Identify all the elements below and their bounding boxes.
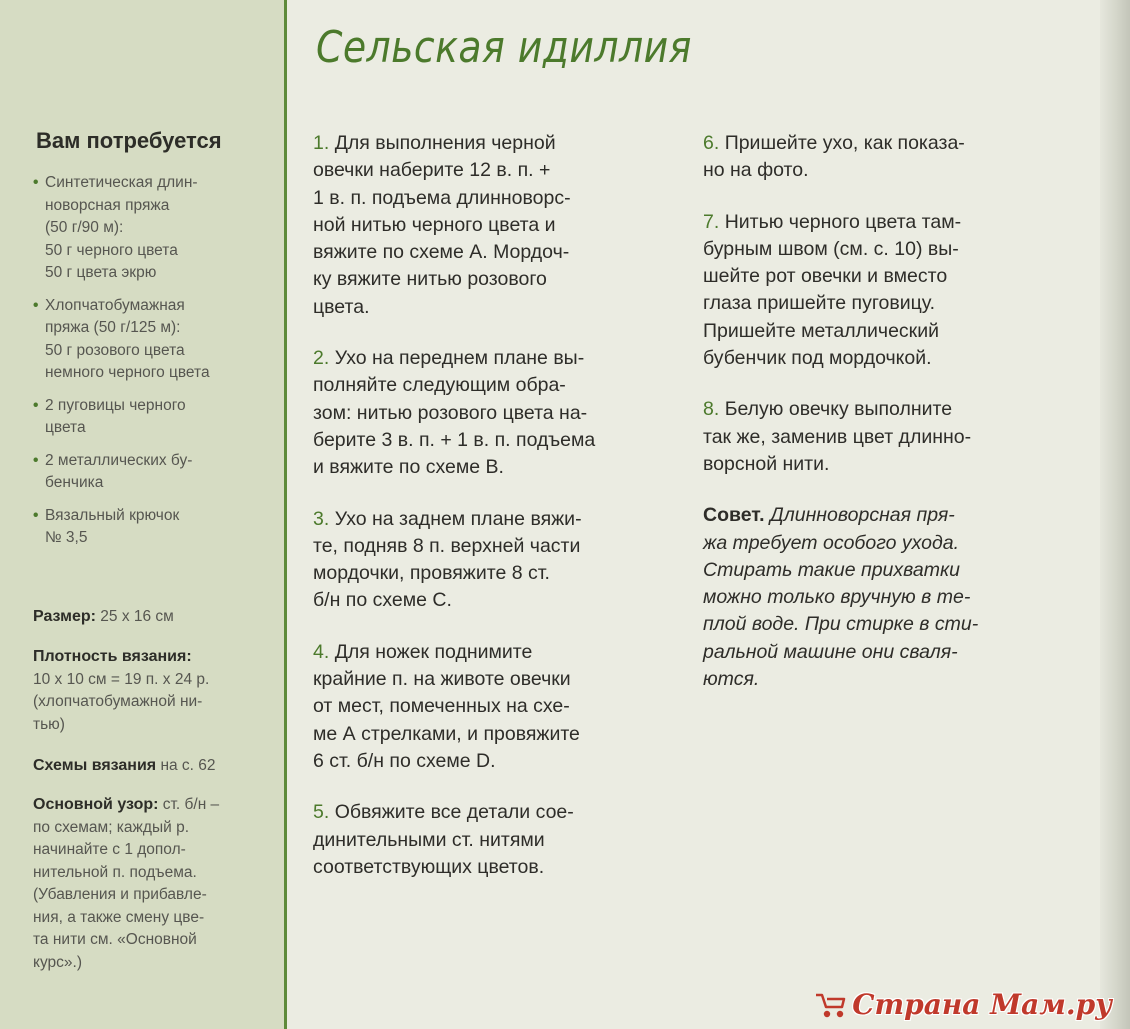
density-label: Плотность вязания: — [33, 648, 192, 665]
page-fold-edge — [1100, 0, 1130, 1029]
step-5: 5. Обвяжите все детали сое- динительными ст. нитями соответствующих цветов. — [313, 801, 574, 878]
page-title: Сельская идиллия — [316, 22, 692, 73]
list-item: • 2 металлических бу- бенчика — [33, 451, 193, 491]
pattern-info — [33, 794, 269, 974]
list-item: • Вязальный крючок № 3,5 — [33, 506, 180, 546]
size-info — [33, 606, 269, 629]
list-item: • 2 пуговицы черного цвета — [33, 396, 186, 436]
advice-label: Совет. — [703, 504, 765, 527]
step-7: 7. Нитью черного цвета там- бурным швом (см. с. 10) вы- шейте рот овечки и вместо глаза пришейте пуговицу. Пришейте металлический бубенчик под мордочкой. — [703, 210, 962, 370]
bullet-icon: • — [33, 396, 39, 414]
bullet-icon: • — [33, 506, 39, 524]
schemes-label: Схемы вязания — [33, 757, 157, 774]
stroller-logo-icon — [812, 991, 846, 1019]
schemes-value: на с. 62 — [160, 757, 216, 774]
advice-note — [703, 502, 1055, 693]
step-2: 2. Ухо на переднем плане вы- полняйте следующим обра- зом: нитью розового цвета на- берите 3 в. п. + 1 в. п. подъема и вяжите по схеме В. — [313, 347, 596, 479]
bullet-icon: • — [33, 451, 39, 469]
bullet-icon: • — [33, 174, 39, 191]
list-item: • Хлопчатобумажная пряжа (50 г/125 м): 50 г розового цвета немного черного цвета — [33, 296, 210, 381]
bullet-icon: • — [33, 296, 39, 314]
materials-heading: Вам потребуется — [36, 128, 222, 153]
step-8: 8. Белую овечку выполните так же, заменив цвет длинно- ворсной нити. — [703, 398, 972, 475]
density-value: 10 х 10 см = 19 п. х 24 р. (хлопчатобумажной ни- тью) — [33, 670, 210, 733]
step-4: 4. Для ножек поднимите крайние п. на животе овечки от мест, помеченных на схе- ме А стрелками, и провяжите 6 ст. б/н по схеме D. — [313, 640, 580, 772]
advice-text: Длинноворсная пря- жа требует особого ухода. Стирать такие прихватки можно только вручную в те- плой воде. При стирке в сти- ральной машине они сваля- ются. — [703, 504, 979, 691]
step-1: 1. Для выполнения черной овечки наберите 12 в. п. + 1 в. п. подъема длинноворс- ной нитью черного цвета и вяжите по схеме А. Мордоч- ку вяжите нитью розового цвета. — [313, 132, 571, 318]
instructions-column-1 — [313, 130, 663, 905]
step-3: 3. Ухо на заднем плане вяжи- те, подняв 8 п. верхней части мордочки, провяжите 8 ст. б/н по схеме С. — [313, 507, 582, 612]
list-item: • Синтетическая длин- новорсная пряжа (50 г/90 м): 50 г черного цвета 50 г цвета экрю — [33, 174, 198, 281]
materials-list — [33, 172, 269, 560]
schemes-info — [33, 755, 269, 778]
step-6: 6. Пришейте ухо, как показа- но на фото. — [703, 132, 965, 182]
pattern-label: Основной узор: — [33, 796, 159, 813]
size-label: Размер: — [33, 608, 96, 625]
brand-watermark-link[interactable] — [812, 988, 1112, 1021]
brand-text: Страна Мам.ру — [852, 988, 1112, 1021]
density-info — [33, 646, 269, 736]
instructions-column-2 — [703, 130, 1055, 693]
size-value: 25 х 16 см — [100, 608, 174, 625]
pattern-value: ст. б/н – по схемам; каждый р. начинайте с 1 допол- нительной п. подъема. (Убавления и прибавле- ния, а также смену цве- та нити см. «Основной курс».) — [33, 796, 220, 971]
